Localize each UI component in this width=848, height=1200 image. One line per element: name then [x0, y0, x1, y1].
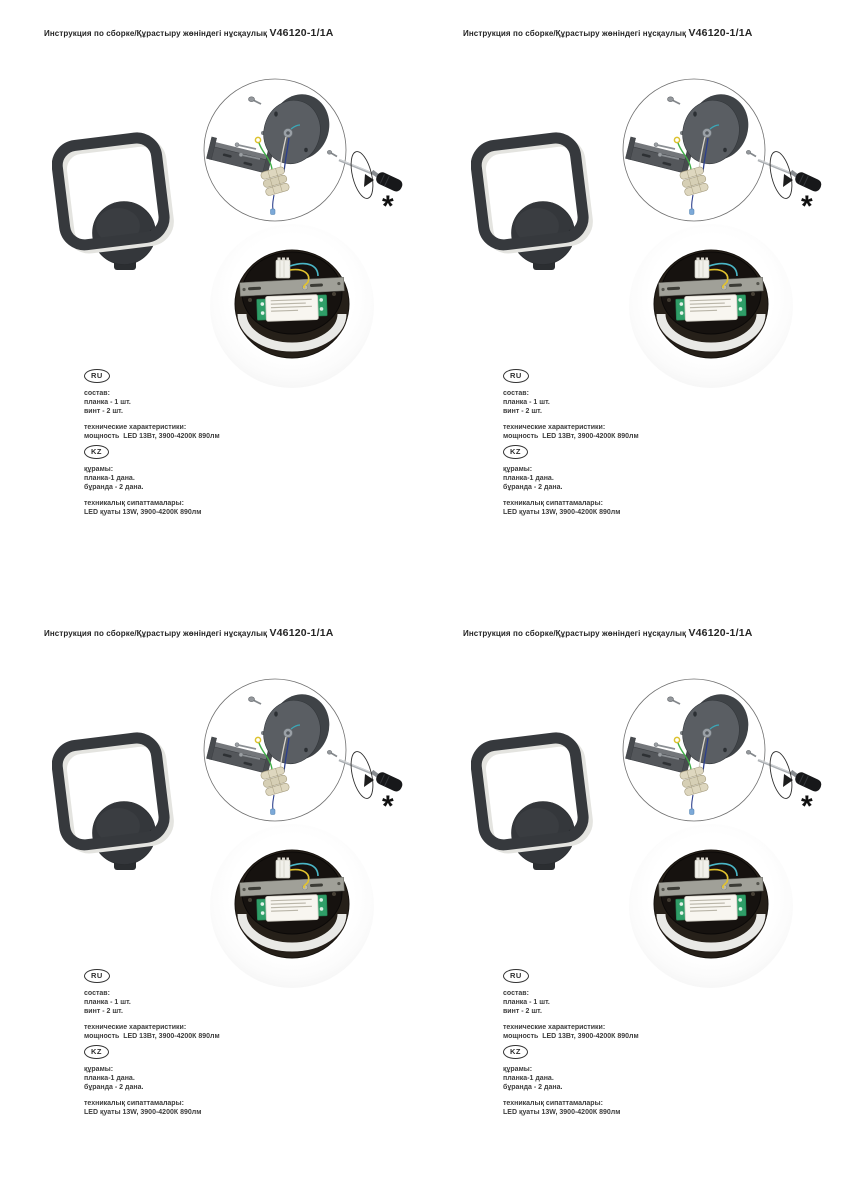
instruction-page-copy — [0, 600, 424, 1200]
kz-composition-item: планка-1 дана. — [503, 475, 554, 482]
ru-composition-item: винт - 2 шт. — [84, 1008, 123, 1015]
ru-specs-value: мощность LED 13Вт, 3900-4200К 890лм — [84, 433, 220, 440]
asterisk-note: * — [382, 190, 394, 223]
wire-connector-tip — [271, 809, 276, 815]
kz-specs — [503, 499, 773, 517]
page-title — [463, 27, 753, 39]
ru-specs — [503, 1023, 773, 1041]
square-led-lamp-icon — [52, 130, 177, 280]
exploded-diagram-icon — [200, 76, 412, 226]
ru-specs-value: мощность LED 13Вт, 3900-4200К 890лм — [503, 1033, 639, 1040]
kz-specs-title: техникалық сипаттамалары: — [84, 500, 184, 507]
ru-badge: RU — [84, 969, 110, 983]
ru-composition — [503, 989, 773, 1016]
model-number: V46120-1/1A — [269, 27, 334, 39]
canopy-interior-photo — [629, 224, 793, 388]
kz-specs-value: LED қуаты 13W, 3900-4200К 890лм — [503, 509, 621, 516]
model-number: V46120-1/1A — [688, 27, 753, 39]
ru-badge-row — [84, 969, 354, 983]
screwdriver-icon — [327, 150, 404, 193]
ru-composition-title: состав: — [84, 990, 110, 997]
canopy-interior-icon — [629, 224, 793, 388]
led-driver-icon — [676, 294, 747, 321]
ru-composition — [84, 989, 354, 1016]
wire-connector-block-icon — [276, 858, 290, 879]
kz-composition-item: планка-1 дана. — [503, 1075, 554, 1082]
exploded-diagram-icon — [619, 76, 831, 226]
kz-composition-item: планка-1 дана. — [84, 475, 135, 482]
screwdriver-icon — [327, 750, 404, 793]
exploded-diagram-icon — [200, 676, 412, 826]
asterisk-note: * — [801, 190, 813, 223]
canopy-interior-icon — [210, 824, 374, 988]
kz-badge-row — [84, 445, 354, 459]
led-driver-icon — [257, 294, 328, 321]
wire-connector-tip — [271, 209, 276, 215]
ru-specs — [84, 423, 354, 441]
page-title — [44, 627, 334, 639]
kz-composition-item: бұранда - 2 дана. — [503, 1084, 563, 1091]
title-text: Инструкция по сборке/Құрастыру жөніндегі нұсқаулық — [44, 29, 268, 38]
kz-specs-title: техникалық сипаттамалары: — [503, 1100, 603, 1107]
kz-composition-title: құрамы: — [503, 466, 533, 473]
screwdriver-icon — [746, 750, 823, 793]
kz-composition — [503, 1065, 773, 1092]
wire-end — [692, 195, 693, 209]
product-photo — [471, 730, 596, 880]
assembly-diagram — [200, 76, 412, 226]
ru-composition-item: планка - 1 шт. — [503, 399, 550, 406]
kz-composition-item: планка-1 дана. — [84, 1075, 135, 1082]
kz-specs-value: LED қуаты 13W, 3900-4200К 890лм — [84, 509, 202, 516]
ru-composition — [84, 389, 354, 416]
kz-composition-item: бұранда - 2 дана. — [84, 484, 144, 491]
kz-badge-row — [84, 1045, 354, 1059]
kz-badge-row — [503, 1045, 773, 1059]
instruction-page-copy — [419, 600, 843, 1200]
ru-badge: RU — [503, 969, 529, 983]
exploded-diagram-icon — [619, 676, 831, 826]
assembly-diagram — [200, 676, 412, 826]
wire-connector-block-icon — [695, 858, 709, 879]
model-number: V46120-1/1A — [269, 627, 334, 639]
canopy-interior-icon — [210, 224, 374, 388]
wire-end — [273, 795, 274, 809]
rotation-arrow-icon — [766, 149, 796, 200]
ru-composition-item: винт - 2 шт. — [503, 408, 542, 415]
kz-badge: KZ — [84, 1045, 109, 1059]
led-driver-icon — [257, 894, 328, 921]
page-title — [44, 27, 334, 39]
product-photo — [52, 130, 177, 280]
kz-composition-title: құрамы: — [503, 1066, 533, 1073]
square-led-lamp-icon — [52, 730, 177, 880]
ru-specs-title: технические характеристики: — [503, 424, 606, 431]
ru-composition-item: винт - 2 шт. — [503, 1008, 542, 1015]
ru-composition-item: планка - 1 шт. — [84, 999, 131, 1006]
wire-connector-tip — [690, 809, 695, 815]
ru-specs-value: мощность LED 13Вт, 3900-4200К 890лм — [84, 1033, 220, 1040]
canopy-interior-icon — [629, 824, 793, 988]
asterisk-note: * — [801, 790, 813, 823]
specs-text-block — [84, 369, 354, 517]
wire-connector-tip — [690, 209, 695, 215]
asterisk-note: * — [382, 790, 394, 823]
kz-specs — [84, 1099, 354, 1117]
kz-composition-item: бұранда - 2 дана. — [503, 484, 563, 491]
kz-specs-title: техникалық сипаттамалары: — [503, 500, 603, 507]
title-text: Инструкция по сборке/Құрастыру жөніндегі нұсқаулық — [463, 629, 687, 638]
kz-badge-row — [503, 445, 773, 459]
product-photo — [52, 730, 177, 880]
ru-composition-title: состав: — [503, 990, 529, 997]
ru-specs-title: технические характеристики: — [84, 424, 187, 431]
rotation-arrow-icon — [766, 749, 796, 800]
ru-specs — [503, 423, 773, 441]
kz-composition — [84, 1065, 354, 1092]
ru-composition-item: планка - 1 шт. — [503, 999, 550, 1006]
ru-badge-row — [503, 969, 773, 983]
model-number: V46120-1/1A — [688, 627, 753, 639]
kz-badge: KZ — [503, 1045, 528, 1059]
kz-composition — [84, 465, 354, 492]
wire-connector-block-icon — [695, 258, 709, 279]
ru-composition-item: планка - 1 шт. — [84, 399, 131, 406]
ru-specs — [84, 1023, 354, 1041]
ru-specs-title: технические характеристики: — [84, 1024, 187, 1031]
kz-specs-value: LED қуаты 13W, 3900-4200К 890лм — [503, 1109, 621, 1116]
title-text: Инструкция по сборке/Құрастыру жөніндегі нұсқаулық — [463, 29, 687, 38]
kz-badge: KZ — [84, 445, 109, 459]
kz-composition — [503, 465, 773, 492]
ru-composition-title: состав: — [84, 390, 110, 397]
ru-badge-row — [84, 369, 354, 383]
wire-connector-block-icon — [276, 258, 290, 279]
kz-specs-value: LED қуаты 13W, 3900-4200К 890лм — [84, 1109, 202, 1116]
kz-composition-title: құрамы: — [84, 1066, 114, 1073]
kz-composition-item: бұранда - 2 дана. — [84, 1084, 144, 1091]
ru-specs-title: технические характеристики: — [503, 1024, 606, 1031]
canopy-interior-photo — [210, 824, 374, 988]
title-text: Инструкция по сборке/Құрастыру жөніндегі нұсқаулық — [44, 629, 268, 638]
ru-badge: RU — [84, 369, 110, 383]
canopy-interior-photo — [210, 224, 374, 388]
square-led-lamp-icon — [471, 730, 596, 880]
instruction-page-copy — [419, 0, 843, 600]
kz-specs — [503, 1099, 773, 1117]
ru-specs-value: мощность LED 13Вт, 3900-4200К 890лм — [503, 433, 639, 440]
specs-text-block — [503, 969, 773, 1117]
page-title — [463, 627, 753, 639]
wire-end — [692, 795, 693, 809]
kz-specs-title: техникалық сипаттамалары: — [84, 1100, 184, 1107]
led-driver-icon — [676, 894, 747, 921]
ru-composition — [503, 389, 773, 416]
screwdriver-icon — [746, 150, 823, 193]
specs-text-block — [503, 369, 773, 517]
instruction-page-copy — [0, 0, 424, 600]
kz-badge: KZ — [503, 445, 528, 459]
assembly-diagram — [619, 676, 831, 826]
square-led-lamp-icon — [471, 130, 596, 280]
kz-specs — [84, 499, 354, 517]
canopy-interior-photo — [629, 824, 793, 988]
ru-composition-title: состав: — [503, 390, 529, 397]
rotation-arrow-icon — [347, 149, 377, 200]
assembly-diagram — [619, 76, 831, 226]
wire-end — [273, 195, 274, 209]
ru-badge-row — [503, 369, 773, 383]
ru-badge: RU — [503, 369, 529, 383]
kz-composition-title: құрамы: — [84, 466, 114, 473]
rotation-arrow-icon — [347, 749, 377, 800]
ru-composition-item: винт - 2 шт. — [84, 408, 123, 415]
specs-text-block — [84, 969, 354, 1117]
product-photo — [471, 130, 596, 280]
